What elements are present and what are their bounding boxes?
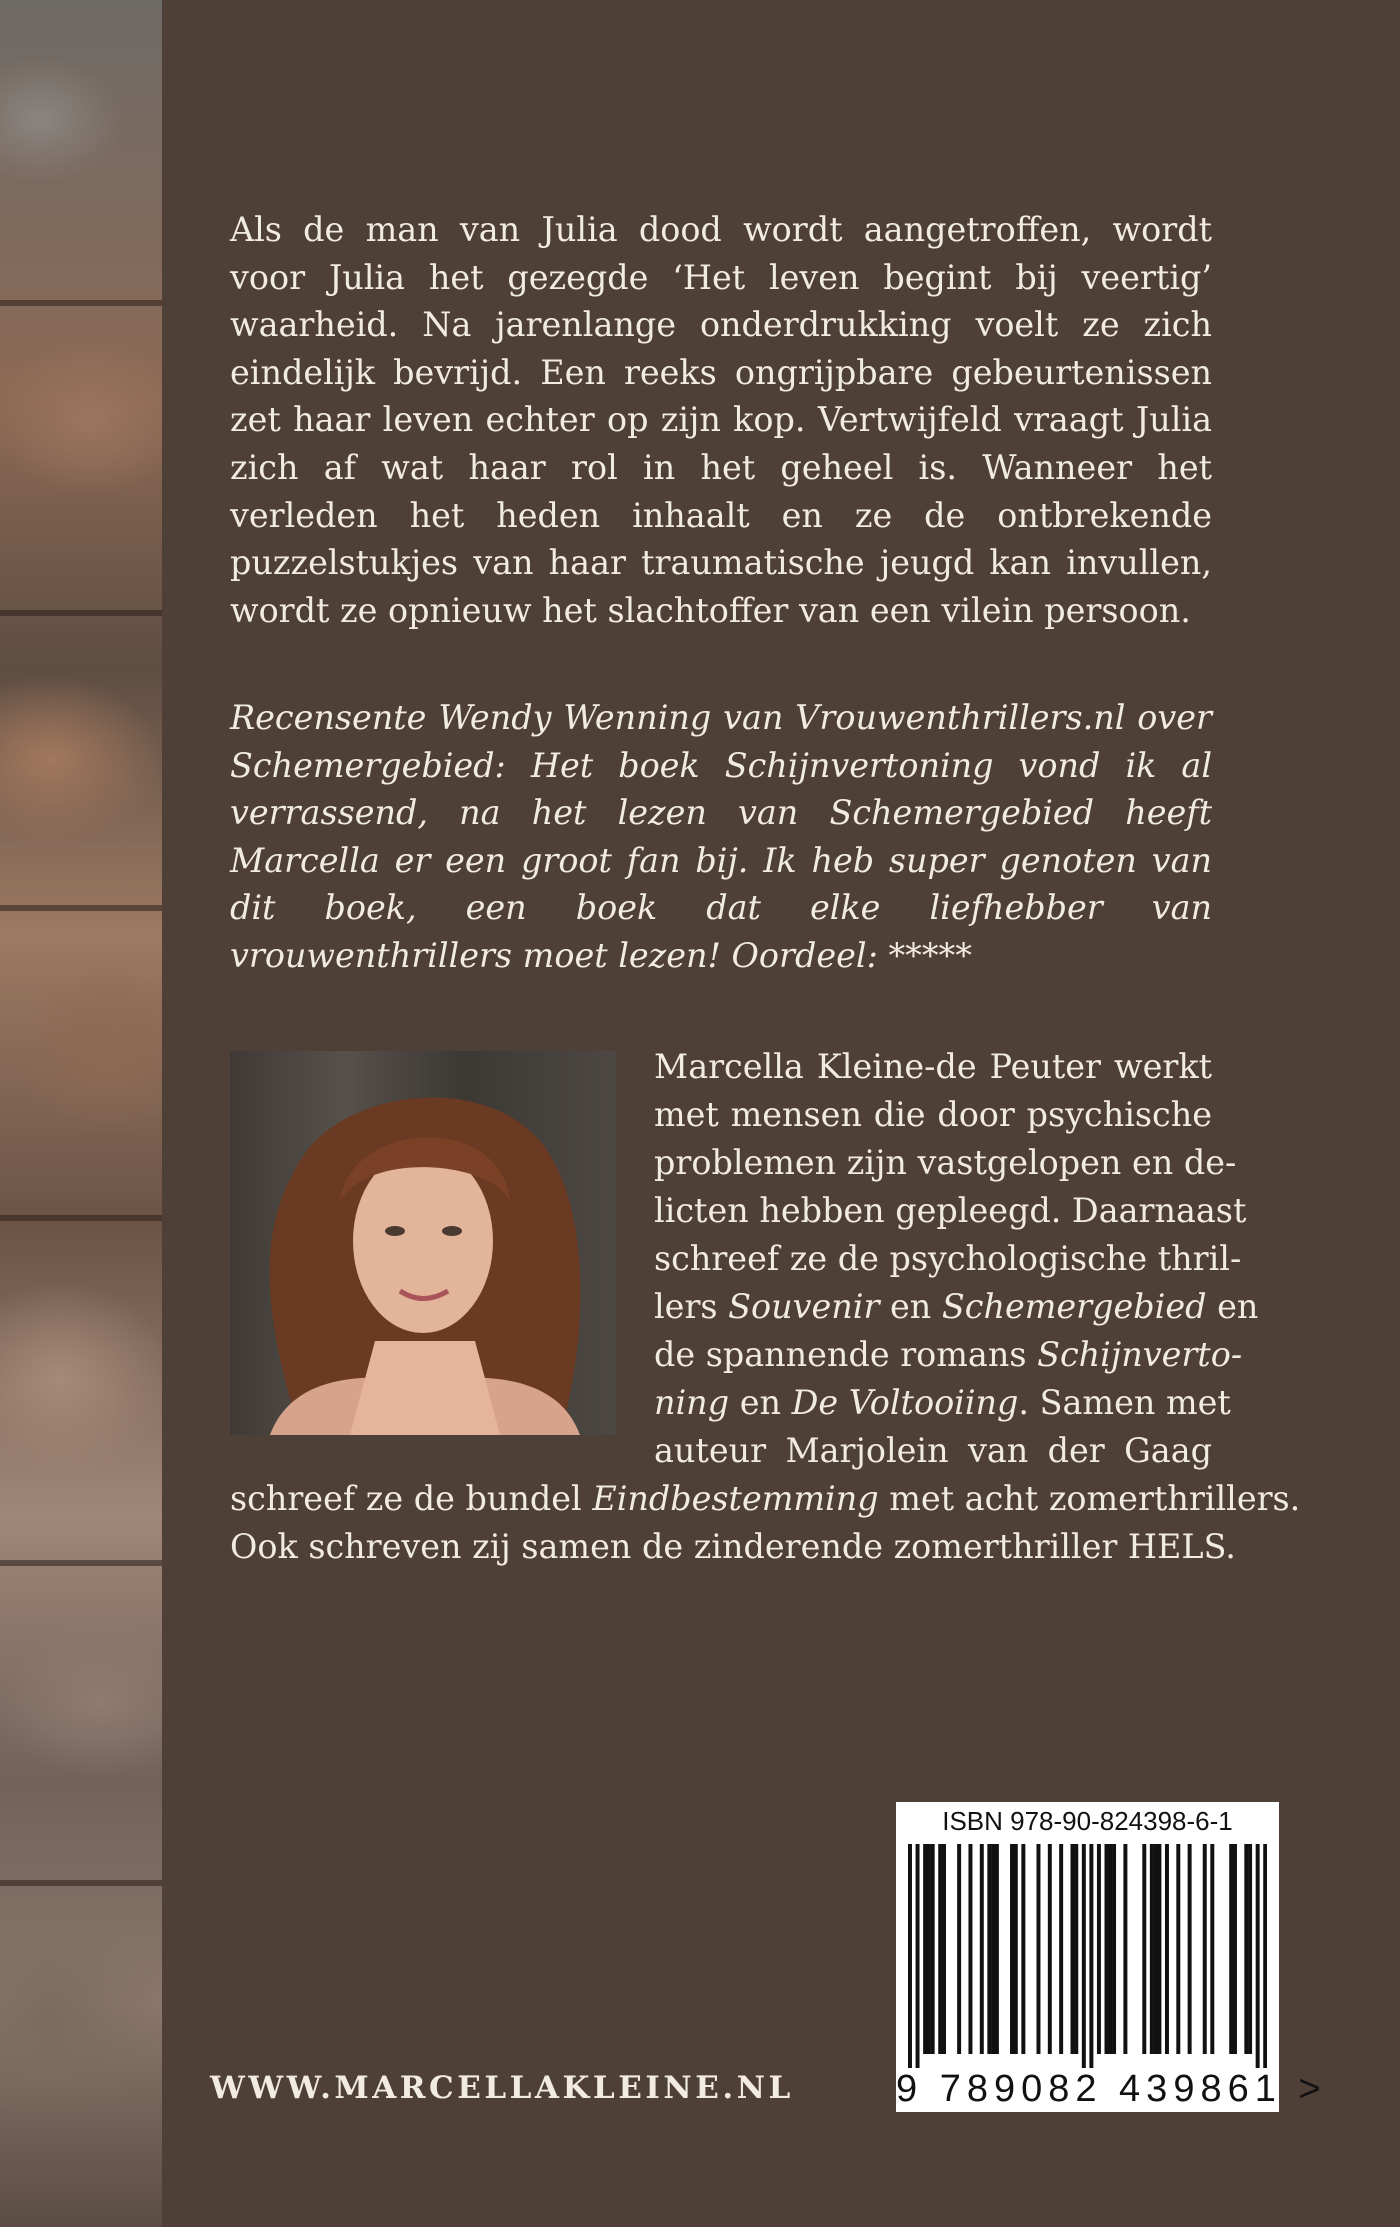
barcode-bar <box>1256 1844 1260 2068</box>
isbn-barcode <box>896 1802 1327 2112</box>
barcode-bars <box>908 1844 1267 2068</box>
barcode-bar <box>1082 1844 1086 2068</box>
barcode-bar <box>923 1844 927 2054</box>
barcode-bar <box>1157 1844 1161 2054</box>
barcode-bar <box>1229 1844 1233 2054</box>
website-link[interactable]: WWW.MARCELLAKLEINE.NL <box>210 2070 794 2106</box>
barcode-bar <box>995 1844 999 2054</box>
barcode-bar <box>942 1844 946 2054</box>
barcode-bar <box>1165 1844 1169 2054</box>
barcode-bar <box>1188 1844 1192 2054</box>
bio-text: met acht zomerthrillers. <box>878 1479 1301 1518</box>
barcode-bar <box>1089 1844 1093 2068</box>
review-quote: Recensente Wendy Wenning van Vrouwenthrillers.nl over Schemergebied: Het boek Schijnvertoning vond ik al verrassend, na het lezen van Schemergebied heeft Marcella er een groot fan bij. Ik heb super genoten van dit boek, een boek dat elke liefhebber van vrouwenthrillers moet lezen! Oordeel: ***** <box>230 698 1212 975</box>
barcode-bar <box>908 1844 912 2068</box>
barcode-bar <box>1014 1844 1018 2054</box>
bio-line: Ook schreven zij samen de zinderende zomerthriller HELS. <box>230 1527 1236 1566</box>
author-bio <box>230 1043 1301 1571</box>
barcode-bar <box>968 1844 972 2054</box>
bio-text: en <box>1206 1287 1259 1326</box>
barcode-bar <box>1203 1844 1207 2054</box>
barcode-bar <box>1150 1844 1154 2054</box>
barcode-bar <box>916 1844 920 2068</box>
barcode-bar <box>1233 1844 1237 2054</box>
bio-line: licten hebben gepleegd. Daarnaast <box>654 1191 1247 1230</box>
isbn-label: ISBN 978-90-824398-6-1 <box>942 1806 1233 1836</box>
barcode-bar <box>938 1844 942 2054</box>
back-cover-panel <box>162 0 1400 2227</box>
barcode-bar <box>1010 1844 1014 2054</box>
barcode-bar <box>1097 1844 1101 2054</box>
bio-text: . Samen met <box>1018 1383 1231 1422</box>
bio-line: met mensen die door psychische <box>654 1095 1212 1134</box>
barcode-bar <box>1176 1844 1180 2054</box>
book-title-de-voltooiing: De Voltooiing <box>791 1383 1019 1422</box>
barcode-bar <box>1070 1844 1074 2054</box>
barcode-bar <box>991 1844 995 2054</box>
stone-wall-image <box>0 0 162 2227</box>
barcode-bar <box>957 1844 961 2054</box>
barcode-bar <box>1074 1844 1078 2054</box>
barcode-bar <box>1021 1844 1025 2054</box>
barcode-bar <box>1048 1844 1052 2054</box>
barcode-bar <box>980 1844 984 2054</box>
barcode-bar <box>1112 1844 1116 2054</box>
bio-line: Marcella Kleine-de Peuter werkt <box>654 1047 1212 1086</box>
bio-text: en <box>879 1287 942 1326</box>
barcode-bar <box>1123 1844 1127 2054</box>
barcode-bar <box>987 1844 991 2054</box>
barcode-bar <box>1059 1844 1063 2054</box>
bio-text: de spannende romans <box>654 1335 1038 1374</box>
ean-digits: 9 789082 439861 > <box>896 2068 1327 2110</box>
book-title-souvenir: Souvenir <box>728 1287 880 1326</box>
bio-line <box>654 1379 1231 1427</box>
barcode-bar <box>1263 1844 1267 2068</box>
barcode-bar <box>927 1844 931 2054</box>
barcode-bar <box>1105 1844 1109 2054</box>
bio-text: lers <box>654 1287 729 1326</box>
book-title-schemergebied: Schemergebied <box>941 1287 1207 1326</box>
barcode-bar <box>1244 1844 1248 2054</box>
book-title-eindbestemming: Eindbestemming <box>592 1479 879 1518</box>
barcode-bar <box>931 1844 935 2054</box>
barcode-bar <box>1036 1844 1040 2054</box>
bio-line: auteur Marjolein van der Gaag <box>654 1431 1212 1470</box>
barcode-bar <box>1108 1844 1112 2054</box>
bio-line <box>230 1475 1301 1523</box>
synopsis-paragraph: Als de man van Julia dood wordt aangetroffen, wordt voor Julia het gezegde ‘Het leven begint bij veertig’ waarheid. Na jarenlange onderdrukking voelt ze zich eindelijk bevrijd. Een reeks ongrijpbare gebeurtenissen zet haar leven echter op zijn kop. Vertwijfeld vraagt Julia zich af wat haar rol in het geheel is. Wanneer het verleden het heden inhaalt en ze de ontbrekende puzzelstukjes van haar traumatische jeugd kan invullen, wordt ze opnieuw het slachtoffer van een vilein persoon. <box>230 210 1212 630</box>
bio-line <box>654 1331 1243 1379</box>
bio-text: en <box>729 1383 792 1422</box>
bio-text: schreef ze de bundel <box>230 1479 593 1518</box>
barcode-bar <box>1248 1844 1252 2054</box>
bio-line: problemen zijn vastgelopen en de- <box>654 1143 1237 1182</box>
book-title-schijnvertoning: Schijnverto- <box>1037 1335 1243 1374</box>
barcode-bar <box>1210 1844 1214 2054</box>
barcode-bar <box>1154 1844 1158 2054</box>
bio-line: schreef ze de psychologische thril- <box>654 1239 1242 1278</box>
bio-line <box>654 1283 1259 1331</box>
book-title-schijnvertoning: ning <box>654 1383 730 1422</box>
barcode-bar <box>1142 1844 1146 2054</box>
